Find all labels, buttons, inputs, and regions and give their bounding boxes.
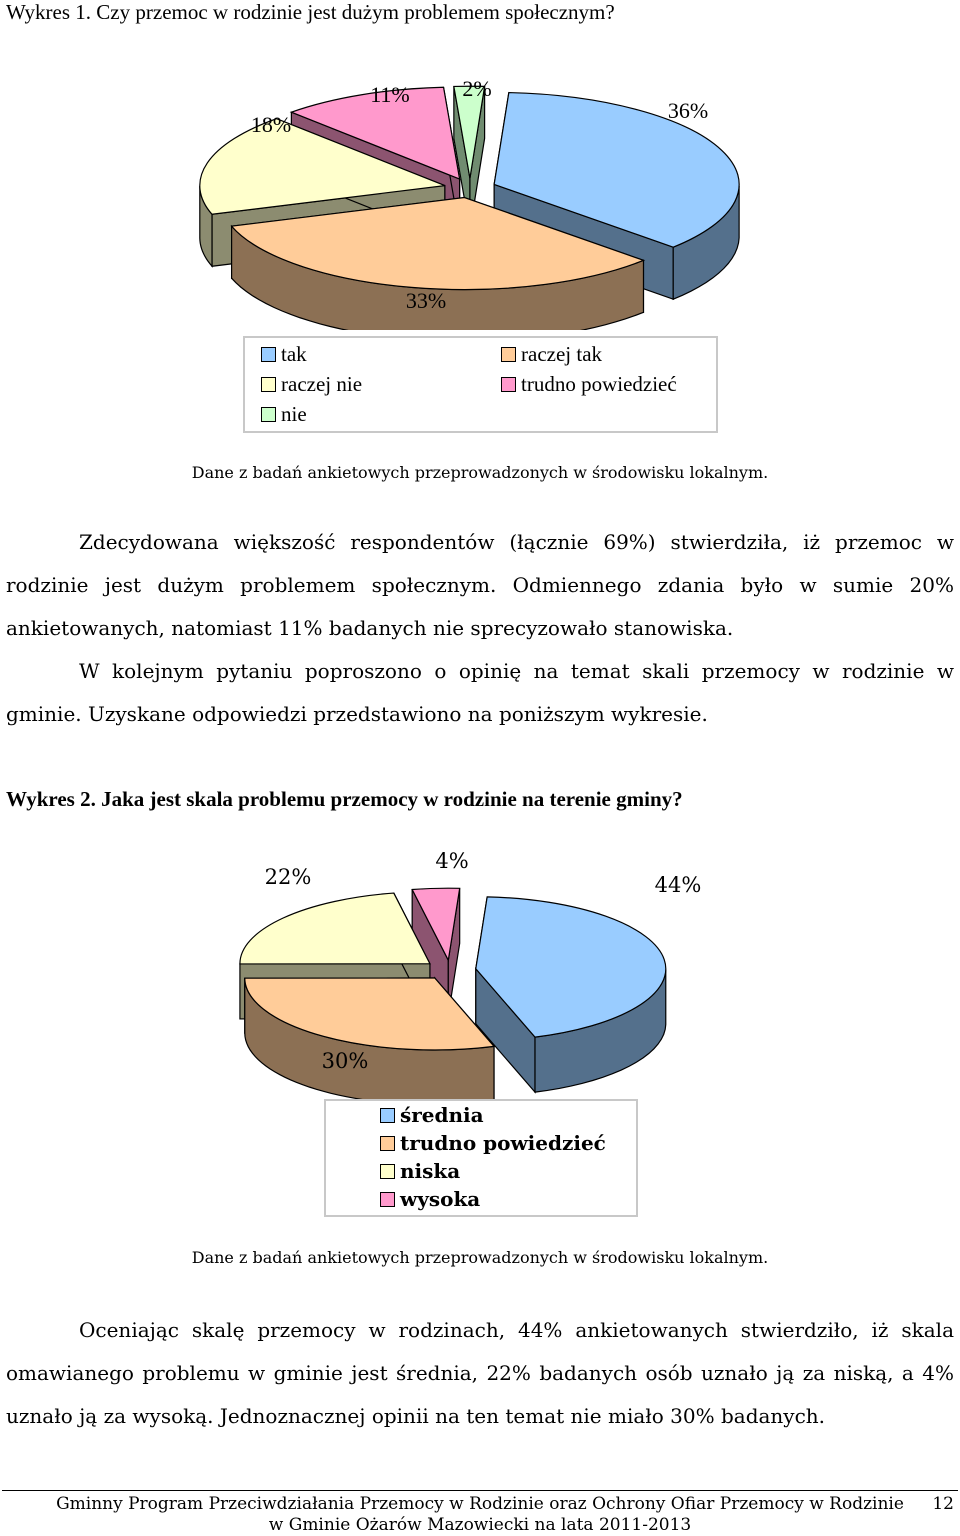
- legend-item-raczej-nie: [261, 372, 362, 397]
- chart2-pie: [0, 840, 960, 1100]
- legend-swatch: [261, 407, 276, 422]
- legend-label: tak: [281, 342, 307, 366]
- chart1-source: Dane z badań ankietowych przeprowadzonych w środowisku lokalnym.: [191, 463, 769, 482]
- data-label: 44%: [654, 873, 702, 897]
- legend-swatch: [501, 377, 516, 392]
- data-label: 30%: [321, 1049, 369, 1073]
- legend-item-wysoka: [380, 1187, 480, 1211]
- chart2-title: Wykres 2. Jaka jest skala problemu przemocy w rodzinie na terenie gminy?: [6, 787, 683, 811]
- data-label: 22%: [264, 865, 312, 889]
- legend-label: trudno powiedzieć: [400, 1131, 606, 1155]
- footer-line-1: Gminny Program Przeciwdziałania Przemocy w Rodzinie oraz Ochrony Ofiar Przemocy w Rodzinie: [56, 1494, 904, 1514]
- data-label: 18%: [250, 112, 292, 137]
- page-number: 12: [932, 1494, 954, 1514]
- body-text-2: [6, 1309, 954, 1438]
- chart1-legend: [243, 336, 718, 433]
- data-label: 36%: [667, 98, 709, 123]
- legend-item-raczej-tak: [501, 342, 602, 367]
- paragraph: Zdecydowana większość respondentów (łącznie 69%) stwierdziła, iż przemoc w rodzinie jest dużym problemem społecznym. Odmiennego zdania było w sumie 20% ankietowanych, natomiast 11% badanych nie sprecyzowało stanowiska.: [6, 530, 954, 640]
- legend-label: raczej nie: [281, 372, 363, 396]
- legend-label: niska: [400, 1159, 461, 1183]
- footer-divider: [2, 1490, 958, 1491]
- pie-slice-średnia: [476, 897, 666, 1092]
- legend-item-trudno-powiedziec: [501, 372, 677, 397]
- data-label: 11%: [370, 82, 410, 107]
- chart1-pie: [0, 0, 960, 330]
- pie-slice-trudno-powiedzieć: [245, 978, 494, 1100]
- paragraph: Oceniając skalę przemocy w rodzinach, 44% ankietowanych stwierdziło, iż skala omawianego problemu w gminie jest średnia, 22% badanych osób uznało ją za niską, a 4% uznało ją za wysoką. Jednoznacznej opinii na ten temat nie miało 30% badanych.: [6, 1318, 954, 1428]
- legend-label: raczej tak: [521, 342, 603, 366]
- legend-swatch: [380, 1164, 395, 1179]
- chart2-legend: [324, 1099, 638, 1217]
- body-text-1: [6, 521, 954, 736]
- legend-swatch: [380, 1136, 395, 1151]
- chart1-title: Wykres 1. Czy przemoc w rodzinie jest dużym problemem społecznym?: [6, 0, 615, 24]
- footer: [0, 1494, 960, 1536]
- legend-swatch: [261, 377, 276, 392]
- legend-label: średnia: [400, 1103, 484, 1127]
- legend-label: trudno powiedzieć: [521, 372, 677, 396]
- data-label: 33%: [405, 288, 447, 313]
- legend-swatch: [501, 347, 516, 362]
- footer-line-2: w Gminie Ożarów Mazowiecki na lata 2011-2013: [268, 1515, 692, 1535]
- legend-item-srednia: [380, 1103, 484, 1127]
- legend-swatch: [380, 1108, 395, 1123]
- data-label: 2%: [462, 76, 492, 101]
- legend-label: wysoka: [400, 1187, 481, 1211]
- legend-swatch: [380, 1192, 395, 1207]
- legend-swatch: [261, 347, 276, 362]
- chart2-source: Dane z badań ankietowych przeprowadzonych w środowisku lokalnym.: [191, 1248, 769, 1267]
- legend-label: nie: [281, 402, 307, 426]
- legend-item-tak: [261, 342, 307, 367]
- legend-item-nie: [261, 402, 307, 427]
- legend-item-trudno-powiedziec: [380, 1131, 606, 1155]
- legend-item-niska: [380, 1159, 460, 1183]
- data-label: 4%: [435, 849, 469, 873]
- paragraph: W kolejnym pytaniu poproszono o opinię na temat skali przemocy w rodzinie w gminie. Uzyskane odpowiedzi przedstawiono na poniższym wykresie.: [6, 659, 954, 726]
